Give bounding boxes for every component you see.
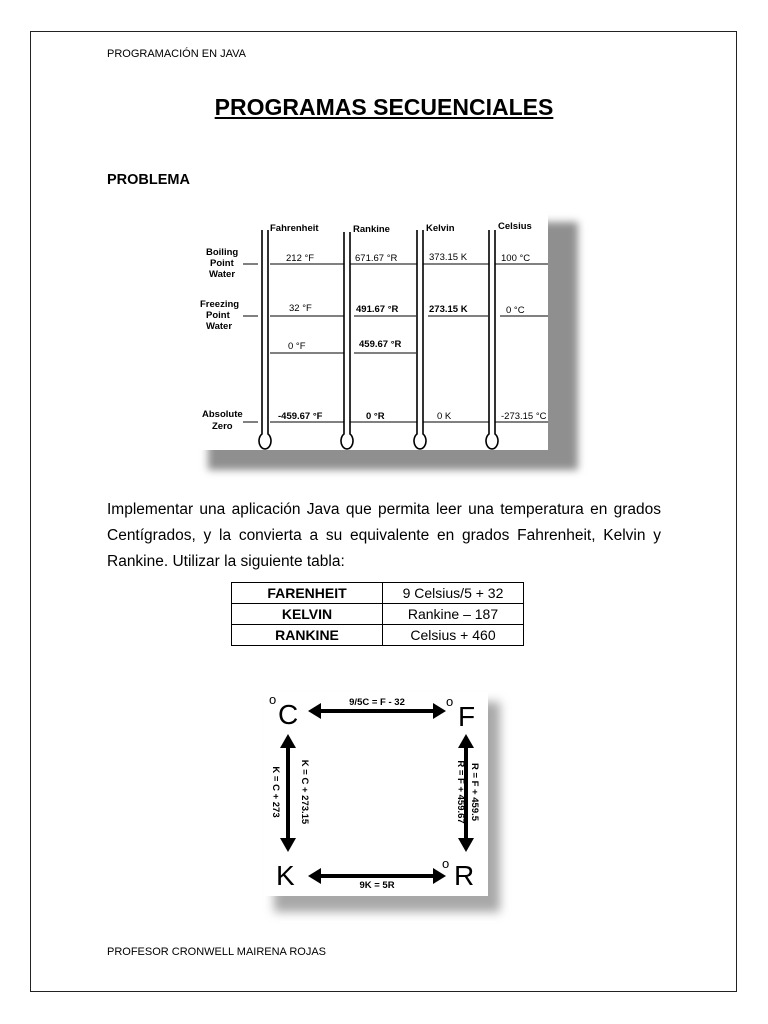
temp-value: 0 °R bbox=[366, 411, 385, 422]
temp-value: -459.67 °F bbox=[278, 411, 323, 422]
temp-value: 0 °C bbox=[506, 305, 525, 316]
conversion-formula: 9 Celsius/5 + 32 bbox=[383, 583, 524, 604]
row-label: Boiling bbox=[206, 247, 239, 258]
scale-header: Fahrenheit bbox=[270, 223, 319, 234]
scale-header: Kelvin bbox=[426, 223, 455, 234]
problem-statement: Implementar una aplicación Java que permita leer una temperatura en grados Centígrados, y la convierta a su equivalente en grados Fahrenheit, Kelvin y Rankine. Utilizar la siguiente tabla: bbox=[107, 501, 661, 570]
temp-value: 212 °F bbox=[286, 253, 315, 264]
left-formula: K = C + 273.15 bbox=[299, 759, 310, 825]
left-formula: K = C + 273 bbox=[270, 766, 281, 818]
conversion-diagram bbox=[264, 692, 490, 898]
conversion-table bbox=[231, 582, 524, 646]
temp-value: 459.67 °R bbox=[359, 339, 402, 350]
page-title: PROGRAMAS SECUENCIALES bbox=[214, 94, 554, 120]
thermometer-diagram bbox=[198, 212, 550, 452]
row-label: Water bbox=[206, 321, 233, 332]
temp-value: 0 K bbox=[437, 411, 452, 422]
right-formula: R = F + 459.5 bbox=[469, 762, 480, 822]
row-label: Point bbox=[210, 258, 234, 269]
table-row bbox=[232, 604, 524, 625]
temp-value: -273.15 °C bbox=[501, 411, 547, 422]
row-label: Freezing bbox=[200, 299, 240, 310]
table-row bbox=[232, 625, 524, 646]
temp-value: 0 °F bbox=[288, 341, 306, 352]
corner-letter: K bbox=[276, 860, 295, 891]
degree-sign: o bbox=[269, 692, 277, 707]
table-row bbox=[232, 583, 524, 604]
conversion-formula: Rankine – 187 bbox=[383, 604, 524, 625]
temp-value: 373.15 K bbox=[429, 252, 468, 263]
corner-letter: F bbox=[458, 701, 476, 732]
right-formula: R = F + 459.67 bbox=[455, 760, 466, 824]
conversion-formula: Celsius + 460 bbox=[383, 625, 524, 646]
page-header: PROGRAMACIÓN EN JAVA bbox=[107, 48, 246, 60]
page-footer: PROFESOR CRONWELL MAIRENA ROJAS bbox=[107, 946, 327, 958]
temp-value: 100 °C bbox=[501, 253, 531, 264]
scale-header: Celsius bbox=[498, 221, 532, 232]
temp-value: 491.67 °R bbox=[356, 304, 399, 315]
scale-header: Rankine bbox=[353, 224, 390, 235]
degree-sign: o bbox=[442, 856, 450, 871]
conversion-name: KELVIN bbox=[232, 604, 383, 625]
top-formula: 9/5C = F - 32 bbox=[349, 697, 405, 708]
corner-letter: R bbox=[454, 860, 475, 891]
row-label: Zero bbox=[212, 421, 233, 432]
bottom-formula: 9K = 5R bbox=[359, 880, 395, 891]
temp-value: 32 °F bbox=[289, 303, 312, 314]
corner-letter: C bbox=[278, 699, 299, 730]
temp-value: 671.67 °R bbox=[355, 253, 398, 264]
row-label: Absolute bbox=[202, 409, 243, 420]
conversion-name: RANKINE bbox=[232, 625, 383, 646]
section-label: PROBLEMA bbox=[107, 172, 190, 188]
row-label: Point bbox=[206, 310, 230, 321]
temp-value: 273.15 K bbox=[429, 304, 468, 315]
degree-sign: o bbox=[446, 694, 454, 709]
row-label: Water bbox=[209, 269, 236, 280]
conversion-name: FARENHEIT bbox=[232, 583, 383, 604]
